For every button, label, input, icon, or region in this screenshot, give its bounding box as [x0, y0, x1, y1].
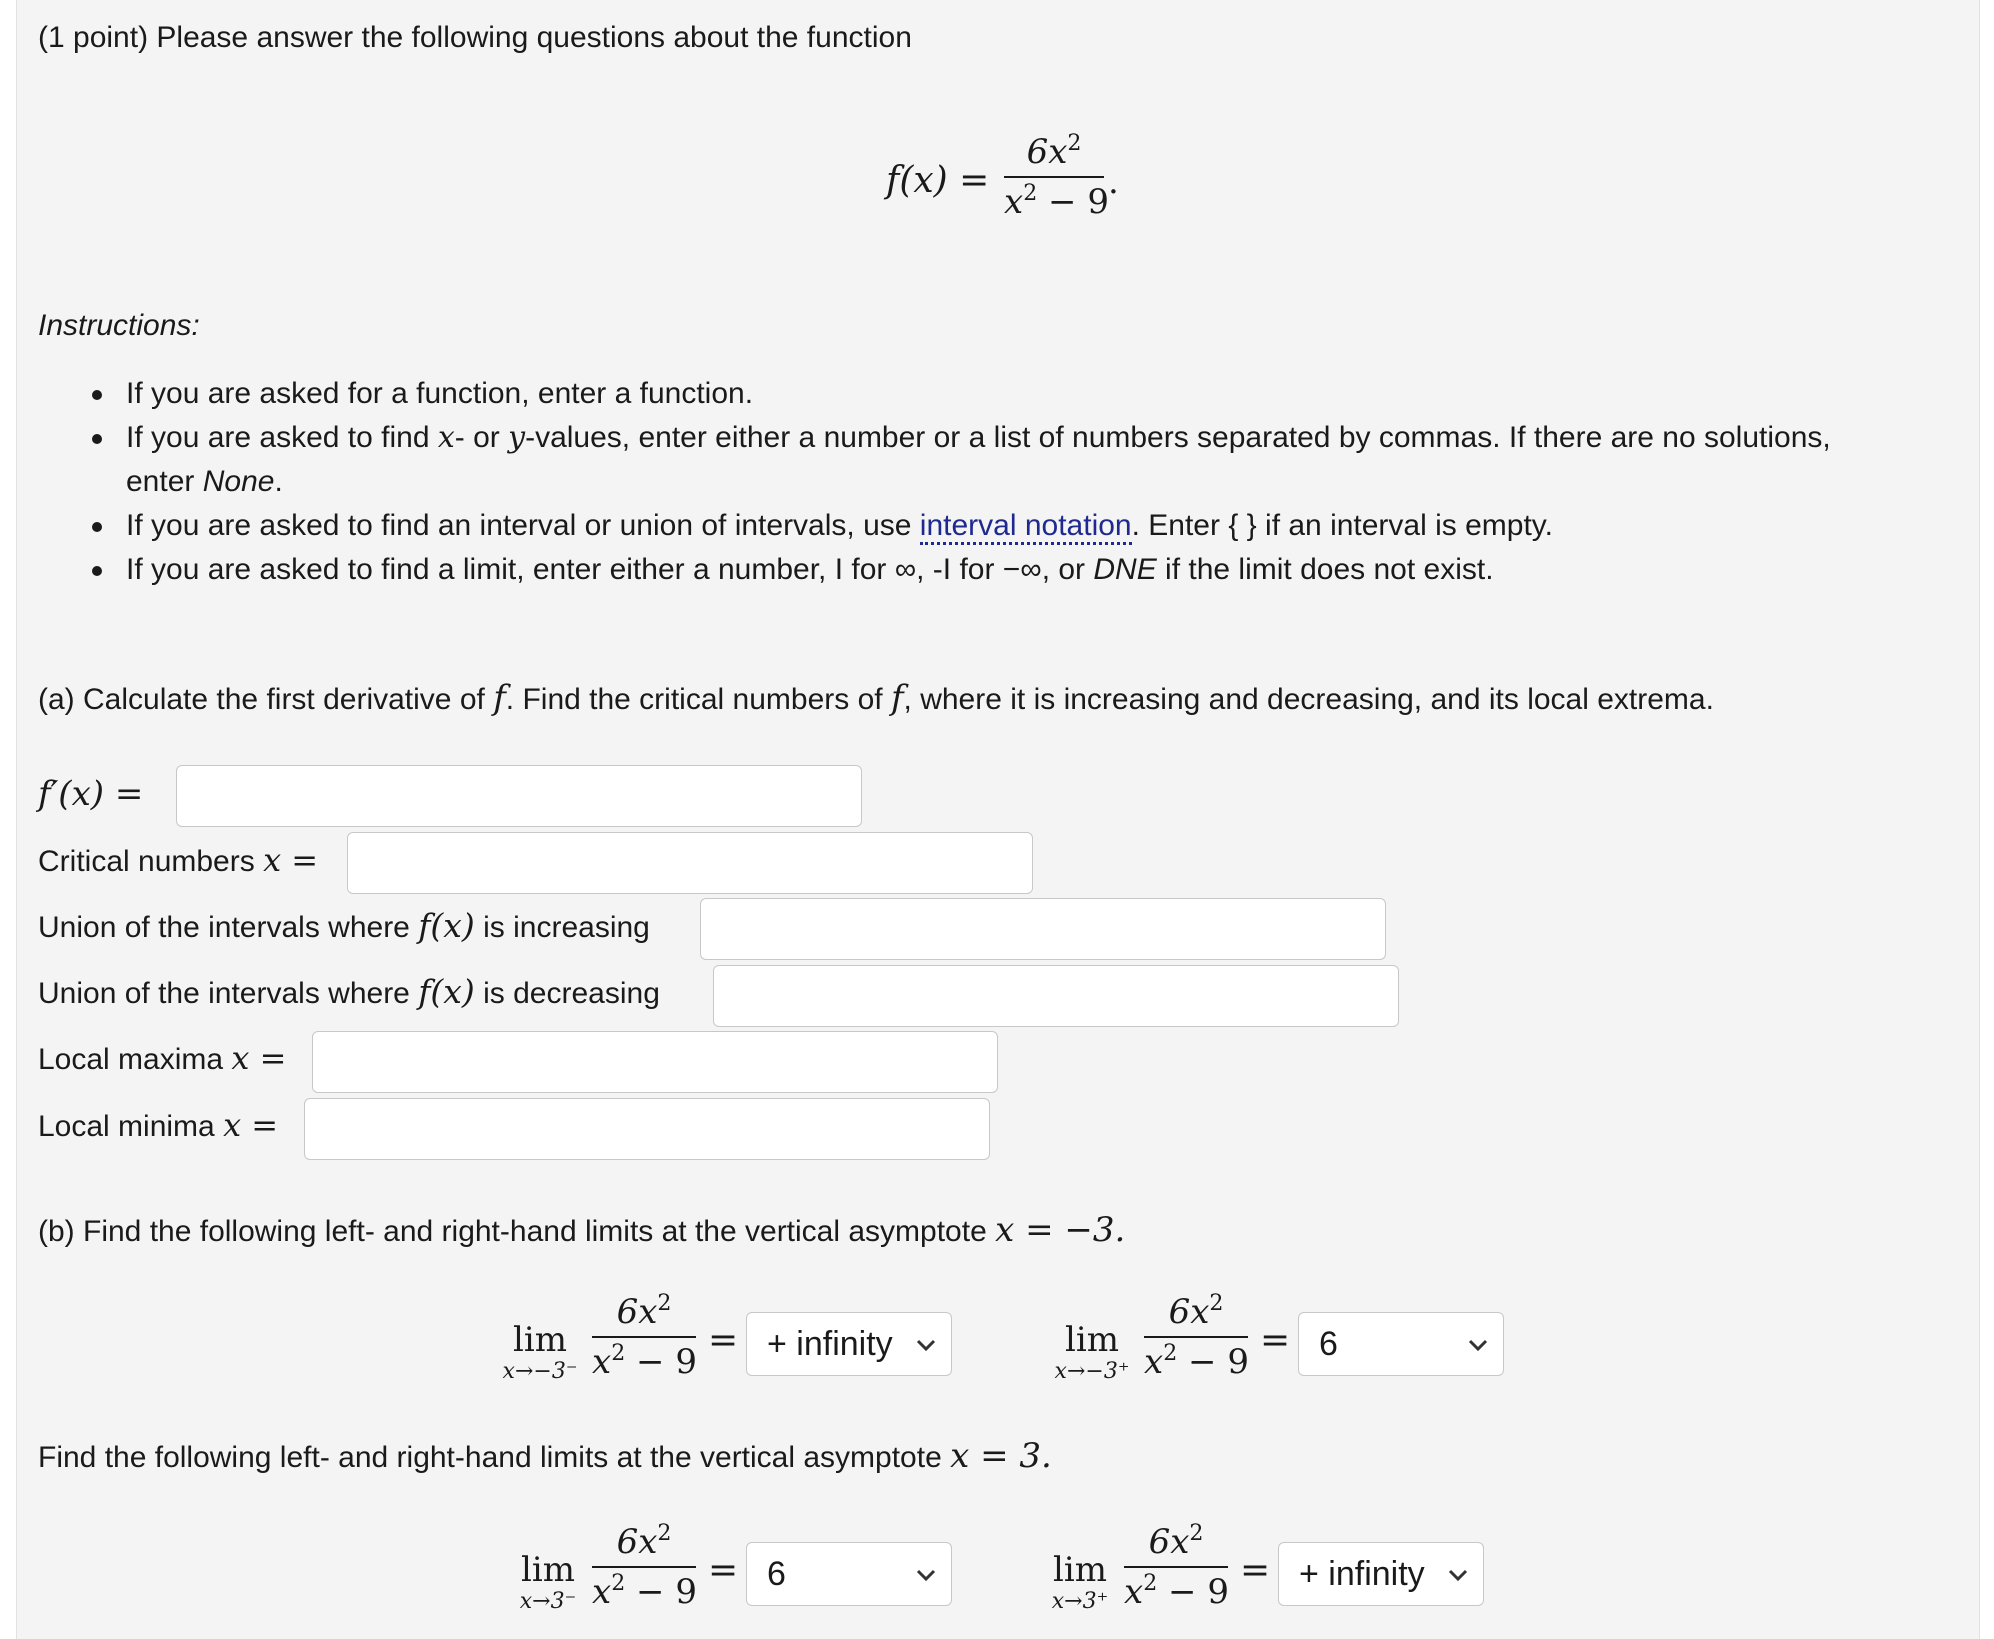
limit-3-equals: =: [708, 1550, 739, 1591]
limit-4-operator: lim x→3⁺: [1051, 1550, 1109, 1614]
part-b-question-2: Find the following left- and right-hand limits at the vertical asymptote x = 3.: [38, 1436, 1052, 1476]
limit-1-select[interactable]: + infinity: [746, 1312, 952, 1376]
limit-1-equals: =: [708, 1320, 739, 1361]
limit-2-fraction: $6x^2$ $x^2 - 9$: [1144, 1289, 1249, 1382]
instruction-item: If you are asked for a function, enter a function.: [70, 372, 1930, 416]
local-minima-input[interactable]: [304, 1098, 990, 1160]
instructions-heading: Instructions:: [38, 309, 200, 342]
critical-numbers-input[interactable]: [347, 832, 1033, 894]
chevron-down-icon: [1447, 1565, 1469, 1585]
limit-4-fraction: $6x^2$ $x^2 - 9$: [1124, 1519, 1229, 1612]
chevron-down-icon: [915, 1565, 937, 1585]
instructions-list: [70, 372, 1930, 592]
limit-2-equals: =: [1260, 1320, 1291, 1361]
limit-3-fraction: $6x^2$ $x^2 - 9$: [592, 1519, 697, 1612]
increasing-intervals-input[interactable]: [700, 898, 1386, 960]
instruction-item: If you are asked to find x- or y-values, enter either a number or a list of numbers separated by commas. If there are no solutions, enter None.: [70, 416, 1930, 504]
part-a-question: (a) Calculate the first derivative of f. Find the critical numbers of f, where it is increasing and decreasing, and its local extrema.: [38, 678, 1714, 718]
critical-numbers-label: Critical numbers x =: [38, 841, 319, 879]
function-fraction: $6x^2$ $x^2 - 9$: [1004, 129, 1109, 222]
local-maxima-label: Local maxima x =: [38, 1039, 287, 1077]
part-b-question: (b) Find the following left- and right-hand limits at the vertical asymptote x = −3.: [38, 1210, 1126, 1250]
problem-intro: (1 point) Please answer the following questions about the function: [38, 21, 912, 54]
limit-3-operator: lim x→3⁻: [519, 1550, 577, 1614]
decreasing-intervals-input[interactable]: [713, 965, 1399, 1027]
chevron-down-icon: [1467, 1335, 1489, 1355]
chevron-down-icon: [915, 1335, 937, 1355]
local-maxima-input[interactable]: [312, 1031, 998, 1093]
function-period: .: [1108, 162, 1119, 202]
decreasing-label: Union of the intervals where f(x) is decreasing: [38, 972, 660, 1011]
limit-3-select[interactable]: 6: [746, 1542, 952, 1606]
limit-4-equals: =: [1240, 1550, 1271, 1591]
limit-2-select[interactable]: 6: [1298, 1312, 1504, 1376]
derivative-label: f′(x) =: [38, 774, 144, 814]
interval-notation-link[interactable]: interval notation: [920, 509, 1132, 545]
function-lhs: f(x) =: [886, 160, 990, 201]
limit-2-operator: lim x→−3⁺: [1054, 1320, 1130, 1384]
derivative-input[interactable]: [176, 765, 862, 827]
increasing-label: Union of the intervals where f(x) is increasing: [38, 906, 650, 945]
limit-1-operator: lim x→−3⁻: [502, 1320, 578, 1384]
limit-4-select[interactable]: + infinity: [1278, 1542, 1484, 1606]
instruction-item: If you are asked to find a limit, enter either a number, I for ∞, -I for −∞, or DNE if the limit does not exist.: [70, 548, 1930, 592]
instruction-item: If you are asked to find an interval or union of intervals, use interval notation. Enter { } if an interval is empty.: [70, 504, 1930, 548]
limit-1-fraction: $6x^2$ $x^2 - 9$: [592, 1289, 697, 1382]
local-minima-label: Local minima x =: [38, 1106, 279, 1144]
